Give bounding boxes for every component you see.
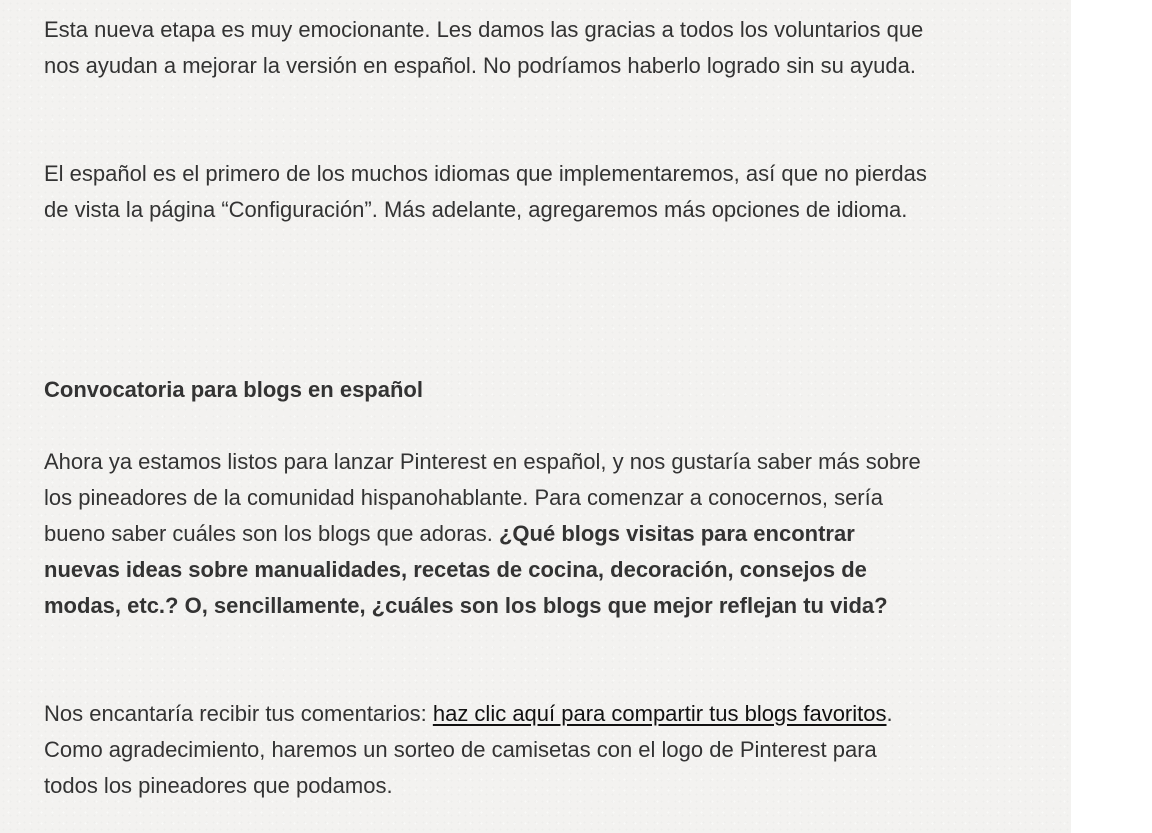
blogs-question: ¿Qué blogs visitas para encontrar nuevas ideas sobre manualidades, recetas de cocina, decoración, consejos de modas, etc.? O, sencillamente, ¿cuáles son los blogs que mejor reflejan tu vida? bbox=[44, 521, 888, 618]
share-blogs-link[interactable]: haz clic aquí para compartir tus blogs favoritos bbox=[432, 701, 887, 726]
blogs-call-text: Ahora ya estamos listos para lanzar Pinterest en español, y nos gustaría saber más sobre los pineadores de la comunidad hispanohablante. Para comenzar a conocernos, sería bueno saber cuáles son los blogs que adoras. bbox=[44, 449, 921, 546]
section-heading: Convocatoria para blogs en español bbox=[44, 377, 423, 402]
intro-paragraph: Esta nueva etapa es muy emocionante. Les damos las gracias a todos los voluntarios que nos ayudan a mejorar la versión en español. No podríamos haberlo logrado sin su ayuda. bbox=[44, 17, 924, 78]
feedback-outro: . Como agradecimiento, haremos un sorteo de camisetas con el logo de Pinterest para todos los pineadores que podamos. bbox=[44, 701, 893, 798]
feedback-intro: Nos encantaría recibir tus comentarios: bbox=[44, 701, 433, 726]
languages-paragraph: El español es el primero de los muchos idiomas que implementaremos, así que no pierdas de vista la página “Configuración”. Más adelante, agregaremos más opciones de idioma. bbox=[44, 161, 927, 222]
blogs-call-paragraph bbox=[44, 444, 934, 624]
feedback-paragraph bbox=[44, 696, 934, 804]
